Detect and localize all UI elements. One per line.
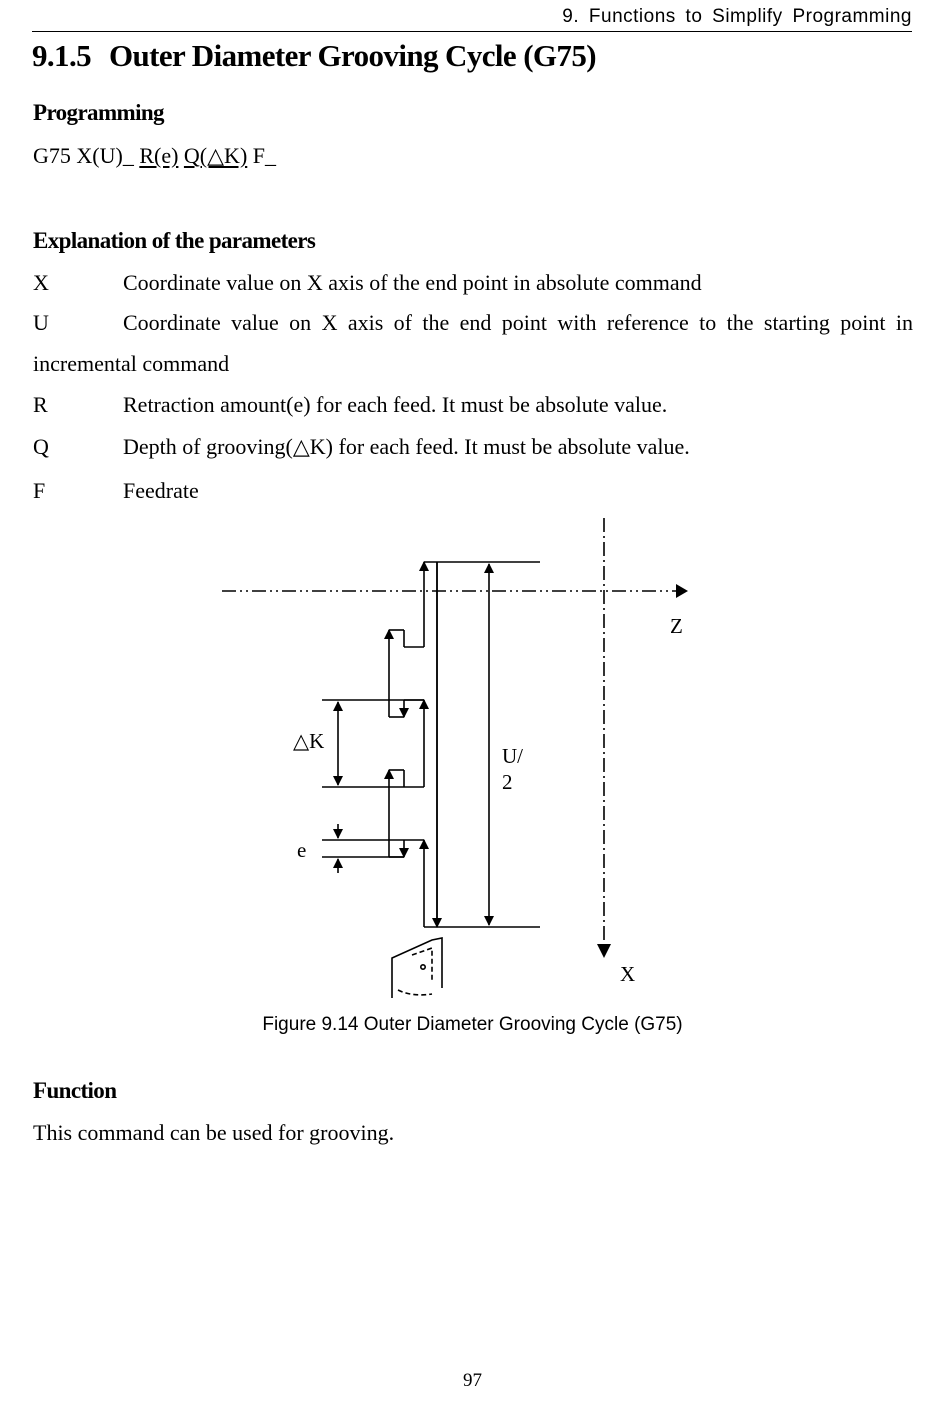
syntax-suffix: F_ bbox=[247, 143, 277, 168]
running-header: 9. Functions to Simplify Programming bbox=[562, 6, 912, 27]
param-f-desc: Feedrate bbox=[123, 478, 199, 503]
syntax-q: Q(△K) bbox=[183, 143, 248, 168]
grooving-cycle-diagram bbox=[0, 510, 950, 1010]
programming-heading: Programming bbox=[33, 100, 164, 125]
header-rule bbox=[32, 31, 912, 32]
delta-k-label: △K bbox=[293, 729, 325, 753]
section-number: 9.1.5 bbox=[32, 38, 92, 73]
tool-path bbox=[389, 562, 437, 927]
command-syntax bbox=[33, 143, 276, 169]
grooving-tool-icon bbox=[392, 938, 442, 998]
page-number: 97 bbox=[463, 1370, 482, 1391]
function-heading: Function bbox=[33, 1078, 117, 1103]
section-title-text: Outer Diameter Grooving Cycle (G75) bbox=[109, 38, 596, 73]
x-axis bbox=[597, 518, 611, 958]
param-u-desc-continued: incremental command bbox=[33, 351, 230, 376]
param-x-desc: Coordinate value on X axis of the end point in absolute command bbox=[123, 270, 702, 295]
x-axis-label: X bbox=[620, 962, 636, 986]
section-title bbox=[32, 38, 596, 74]
u-half-label-top: U/ bbox=[502, 744, 523, 768]
figure-caption: Figure 9.14 Outer Diameter Grooving Cycle (G75) bbox=[262, 1014, 683, 1035]
param-f-name: F bbox=[33, 478, 46, 503]
dimension-lines bbox=[322, 564, 489, 925]
param-x-name: X bbox=[33, 270, 49, 295]
param-r-desc: Retraction amount(e) for each feed. It must be absolute value. bbox=[123, 392, 668, 417]
z-axis-label: Z bbox=[670, 614, 683, 638]
syntax-r: R(e) bbox=[139, 143, 179, 168]
param-q-name: Q bbox=[33, 434, 49, 459]
param-q-desc: Depth of grooving(△K) for each feed. It must be absolute value. bbox=[123, 434, 690, 459]
u-half-label-bottom: 2 bbox=[502, 770, 513, 794]
e-label: e bbox=[297, 838, 307, 862]
param-u-name: U bbox=[33, 310, 49, 335]
function-text: This command can be used for grooving. bbox=[33, 1120, 395, 1145]
param-u-desc: Coordinate value on X axis of the end point with reference to the starting point in bbox=[123, 310, 913, 335]
z-axis bbox=[222, 584, 688, 598]
param-r-name: R bbox=[33, 392, 48, 417]
syntax-prefix: G75 X(U)_ bbox=[33, 143, 140, 168]
parameters-heading: Explanation of the parameters bbox=[33, 228, 316, 253]
